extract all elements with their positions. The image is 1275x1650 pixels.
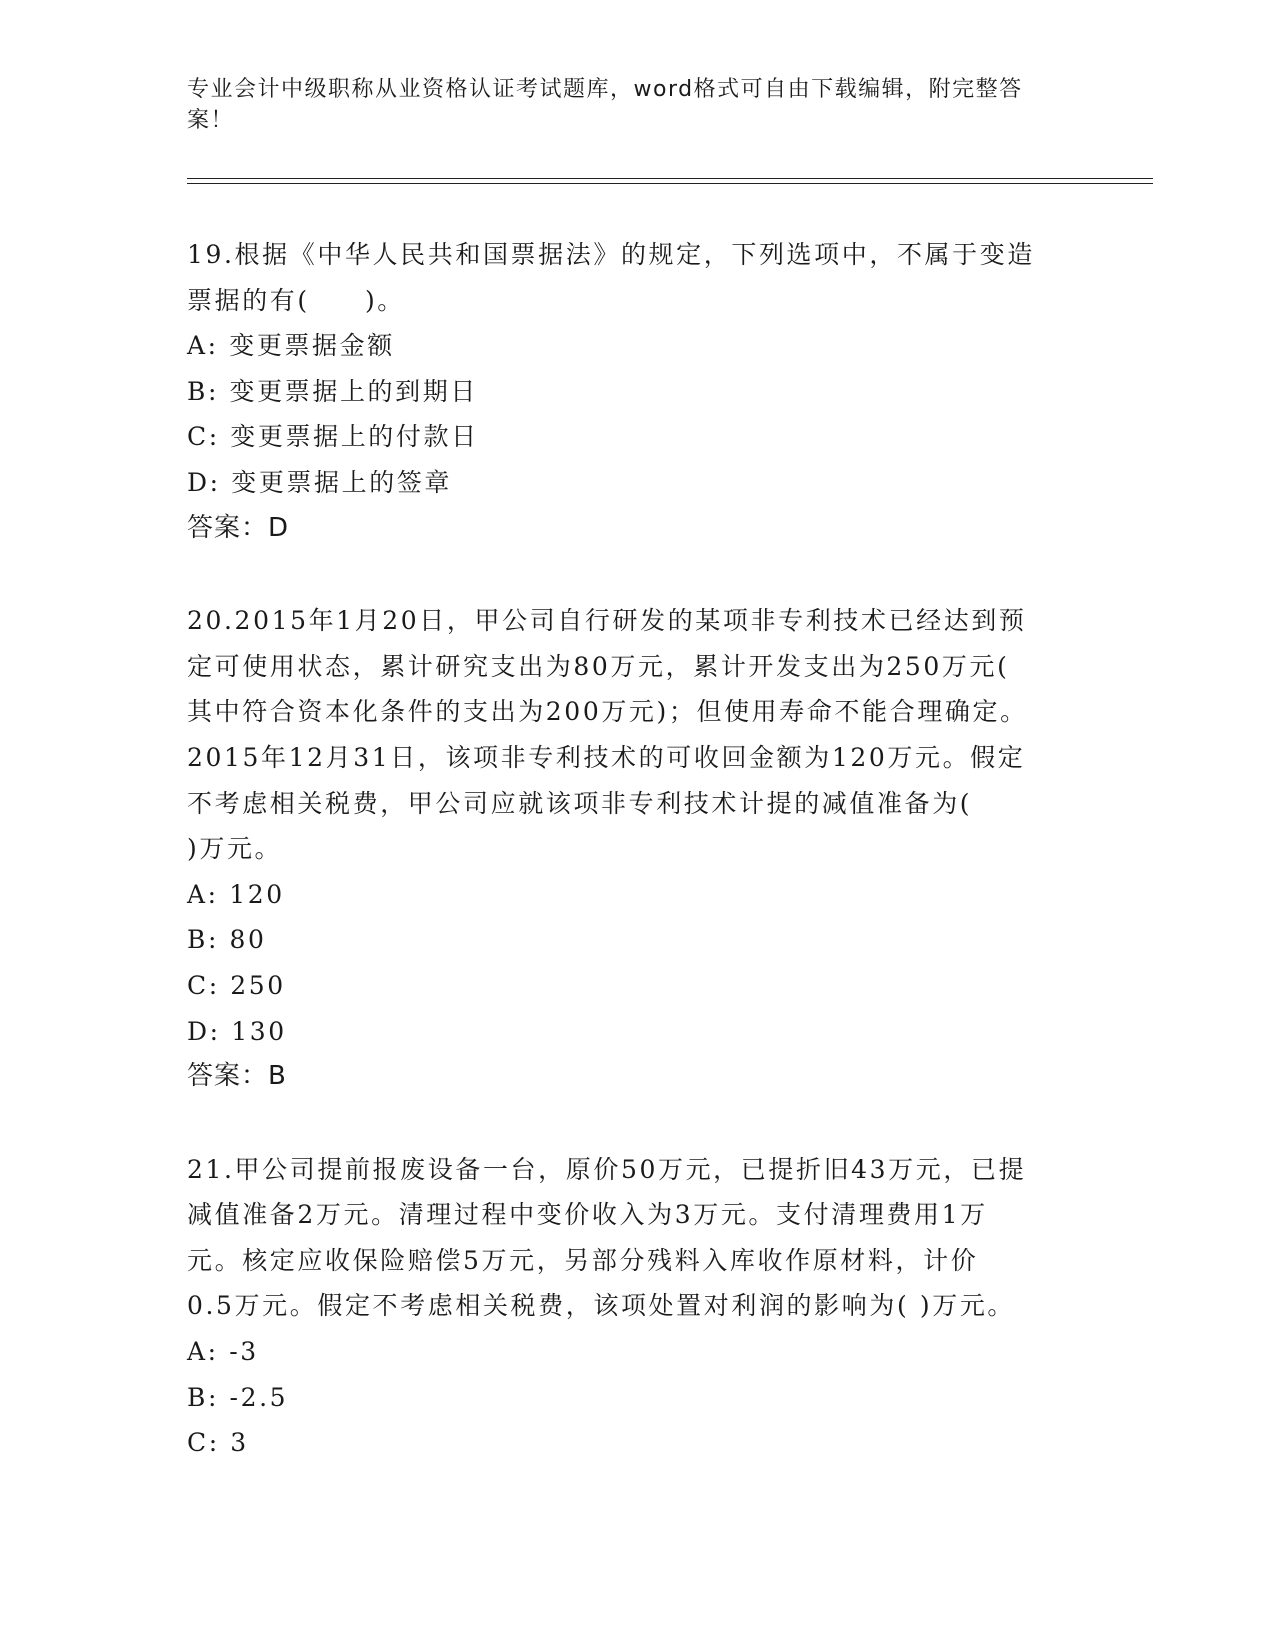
header-line-1: 专业会计中级职称从业资格认证考试题库，word格式可自由下载编辑，附完整答	[187, 77, 1023, 102]
question-stem-line: 票据的有( )。	[187, 285, 405, 315]
question-stem-line: 19.根据《中华人民共和国票据法》的规定，下列选项中，不属于变造	[187, 240, 1035, 269]
option-c: C: 变更票据上的付款日	[187, 422, 479, 452]
question-stem-line: 0.5万元。假定不考虑相关税费，该项处置对利润的影响为( )万元。	[187, 1291, 1016, 1321]
question-20	[187, 598, 1087, 1100]
option-a: A: -3	[187, 1337, 259, 1367]
question-19	[187, 232, 1087, 551]
option-b: B: -2.5	[187, 1382, 289, 1412]
option-b: B: 80	[187, 925, 267, 955]
option-a: A: 120	[187, 879, 285, 909]
option-a: A: 变更票据金额	[187, 331, 395, 361]
question-list	[187, 232, 1087, 1513]
header-line-2: 案！	[187, 108, 235, 133]
question-stem-line: 减值准备2万元。清理过程中变价收入为3万元。支付清理费用1万	[187, 1200, 988, 1230]
header-divider-top	[187, 178, 1153, 179]
question-stem-line: 不考虑相关税费，甲公司应就该项非专利技术计提的减值准备为(	[187, 788, 973, 818]
option-b: B: 变更票据上的到期日	[187, 376, 478, 406]
question-stem-line: 20.2015年1月20日，甲公司自行研发的某项非专利技术已经达到预	[187, 606, 1027, 636]
question-stem-line: )万元。	[187, 834, 283, 864]
question-21	[187, 1147, 1087, 1466]
question-stem-line: 21.甲公司提前报废设备一台，原价50万元，已提折旧43万元，已提	[187, 1154, 1027, 1184]
question-stem-line: 定可使用状态，累计研究支出为80万元，累计开发支出为250万元(	[187, 651, 1010, 681]
option-d: D: 130	[187, 1016, 287, 1046]
answer-label: 答案：B	[187, 1061, 287, 1092]
header-divider-bottom	[187, 183, 1153, 184]
option-c: C: 3	[187, 1428, 249, 1458]
answer-label: 答案：D	[187, 512, 290, 543]
option-d: D: 变更票据上的签章	[187, 467, 453, 497]
question-stem-line: 元。核定应收保险赔偿5万元，另部分残料入库收作原材料，计价	[187, 1245, 979, 1275]
question-stem-line: 2015年12月31日，该项非专利技术的可收回金额为120万元。假定	[187, 742, 1026, 772]
document-header	[187, 74, 1067, 136]
option-c: C: 250	[187, 970, 286, 1000]
question-stem-line: 其中符合资本化条件的支出为200万元)；但使用寿命不能合理确定。	[187, 697, 1028, 727]
